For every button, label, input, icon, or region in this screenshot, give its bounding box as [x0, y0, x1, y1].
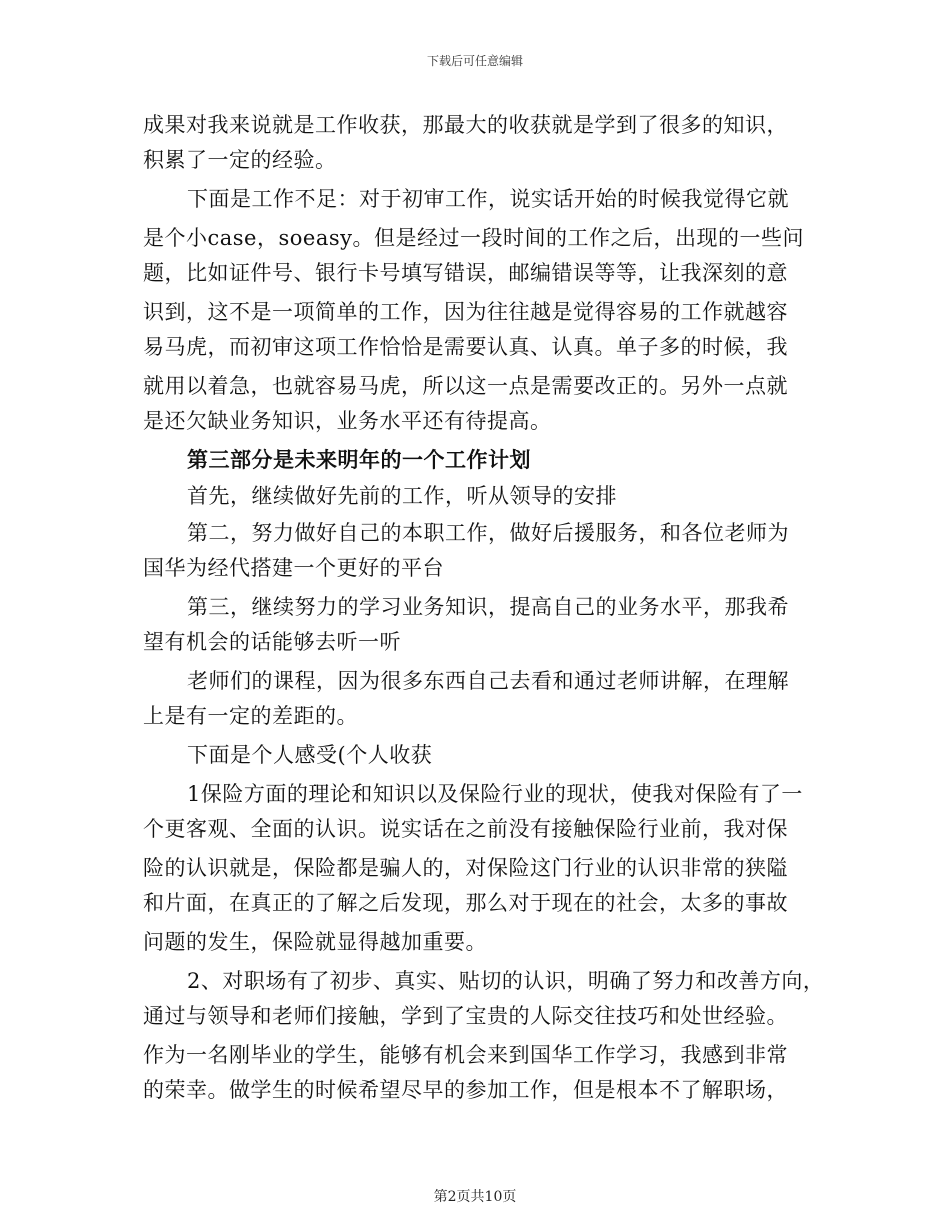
page-header: 下载后可任意编辑 — [426, 54, 523, 68]
page-number: 第2页共10页 — [433, 1189, 517, 1205]
text-line: 国华为经代搭建一个更好的平台 — [143, 556, 444, 580]
text-line: 积累了一定的经验。 — [143, 148, 337, 172]
text-line: 1保险方面的理论和知识以及保险行业的现状，使我对保险有了一 — [187, 782, 803, 806]
text-line: 老师们的课程，因为很多东西自己去看和通过老师讲解，在理解 — [187, 669, 789, 693]
text-line: 第三，继续努力的学习业务知识，提高自己的业务水平，那我希 — [187, 595, 789, 619]
text-line: 险的认识就是，保险都是骗人的，对保险这门行业的认识非常的狭隘 — [143, 856, 788, 880]
text-line: 2、对职场有了初步、真实、贴切的认识，明确了努力和改善方向， — [187, 969, 825, 993]
text-line: 上是有一定的差距的。 — [143, 704, 358, 728]
text-line: 个更客观、全面的认识。说实话在之前没有接触保险行业前，我对保 — [143, 817, 788, 841]
text-line: 望有机会的话能够去听一听 — [143, 630, 401, 654]
text-line: 的荣幸。做学生的时候希望尽早的参加工作，但是根本不了解职场， — [143, 1078, 788, 1102]
text-line: 首先，继续做好先前的工作，听从领导的安排 — [187, 484, 617, 508]
text-line: 是个小case，soeasy。但是经过一段时间的工作之后，出现的一些问 — [143, 226, 804, 250]
text-line: 成果对我来说就是工作收获，那最大的收获就是学到了很多的知识， — [143, 113, 788, 137]
text-line: 识到，这不是一项简单的工作，因为往往越是觉得容易的工作就越容 — [143, 300, 788, 324]
text-line: 下面是个人感受(个人收获 — [187, 743, 433, 767]
section-heading: 第三部分是未来明年的一个工作计划 — [187, 447, 531, 472]
text-line: 作为一名刚毕业的学生，能够有机会来到国华工作学习，我感到非常 — [143, 1043, 788, 1067]
text-line: 就用以着急，也就容易马虎，所以这一点是需要改正的。另外一点就 — [143, 374, 788, 398]
text-line: 题，比如证件号、银行卡号填写错误，邮编错误等等，让我深刻的意 — [143, 261, 788, 285]
text-line: 问题的发生，保险就显得越加重要。 — [143, 930, 487, 954]
text-line: 通过与领导和老师们接触，学到了宝贵的人际交往技巧和处世经验。 — [143, 1004, 788, 1028]
text-line: 是还欠缺业务知识，业务水平还有待提高。 — [143, 409, 552, 433]
text-line: 下面是工作不足：对于初审工作，说实话开始的时候我觉得它就 — [187, 187, 789, 211]
text-line: 第二，努力做好自己的本职工作，做好后援服务，和各位老师为 — [187, 521, 789, 545]
text-line: 易马虎，而初审这项工作恰恰是需要认真、认真。单子多的时候，我 — [143, 335, 788, 359]
text-line: 和片面，在真正的了解之后发现，那么对于现在的社会，太多的事故 — [143, 891, 788, 915]
